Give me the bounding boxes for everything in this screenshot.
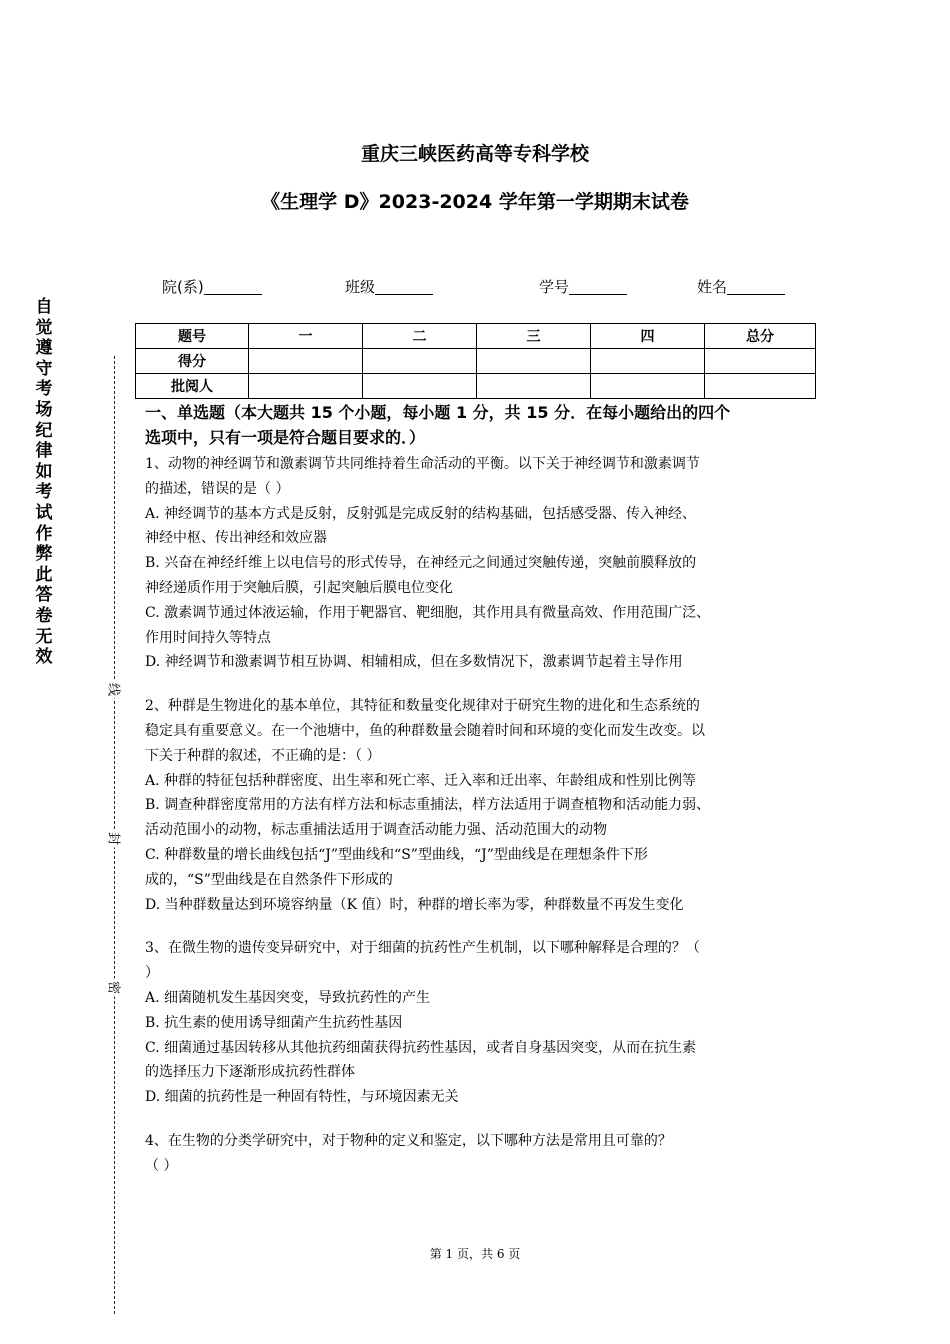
page-number: 第 1 页，共 6 页 (429, 1247, 521, 1261)
warning-char: 纪 (35, 420, 53, 441)
class-field (345, 276, 433, 297)
option-c-cont: 成的，“S”型曲线是在自然条件下形成的 (145, 871, 393, 888)
class-label: 班级 (345, 278, 376, 296)
option-a-cont: 神经中枢、传出神经和效应器 (145, 530, 327, 547)
warning-char: 效 (35, 647, 53, 668)
score-cell[interactable] (591, 349, 705, 374)
question-stem-line: ） (145, 965, 159, 982)
question-1 (145, 452, 817, 675)
score-cell: 一 (249, 324, 363, 349)
dept-field (162, 276, 262, 297)
score-table-grader-row (136, 374, 816, 399)
option-c[interactable]: C. 激素调节通过体液运输，作用于靶器官、靶细胞，其作用具有微量高效、作用范围广泛、 (145, 604, 711, 621)
score-cell[interactable] (705, 349, 816, 374)
exam-title: 《生理学 D》2023-2024 学年第一学期期末试卷 (261, 191, 689, 213)
question-stem-line: 3、在微生物的遗传变异研究中，对于细菌的抗药性产生机制，以下哪种解释是合理的？（ (145, 940, 700, 957)
section-heading-line: 选项中，只有一项是符合题目要求的．） (145, 428, 426, 447)
warning-char: 场 (35, 399, 53, 420)
option-d[interactable]: D. 细菌的抗药性是一种固有特性，与环境因素无关 (145, 1089, 459, 1106)
student-id-blank[interactable] (569, 278, 627, 295)
score-cell: 批阅人 (136, 374, 249, 399)
score-table-score-row (136, 349, 816, 374)
warning-char: 考 (35, 379, 53, 400)
exam-discipline-warning (34, 297, 54, 668)
warning-char: 自 (35, 297, 53, 317)
option-b[interactable]: B. 兴奋在神经纤维上以电信号的形式传导，在神经元之间通过突触传递，突触前膜释放的 (145, 555, 697, 572)
question-stem-line: 2、种群是生物进化的基本单位，其特征和数量变化规律对于研究生物的进化和生态系统的 (145, 698, 700, 715)
option-c-cont: 的选择压力下逐渐形成抗药性群体 (145, 1064, 355, 1081)
option-a[interactable]: A. 种群的特征包括种群密度、出生率和死亡率、迁入率和迁出率、年龄组成和性别比例等 (145, 772, 697, 789)
seal-char-seal: 封 (106, 830, 125, 848)
section-heading-line: 一、单选题（本大题共 15 个小题，每小题 1 分，共 15 分．在每小题给出的四个 (145, 403, 731, 422)
option-a[interactable]: A. 细菌随机发生基因突变，导致抗药性的产生 (145, 989, 431, 1006)
seal-char-line: 线 (106, 681, 125, 699)
score-cell: 三 (477, 324, 591, 349)
warning-char: 遵 (35, 338, 53, 359)
score-table (135, 323, 816, 399)
score-cell: 四 (591, 324, 705, 349)
warning-char: 守 (35, 358, 53, 379)
warning-char: 卷 (35, 605, 53, 626)
score-cell: 总分 (705, 324, 816, 349)
question-stem-line: 下关于种群的叙述，不正确的是：（ ） (145, 747, 381, 764)
question-4 (145, 1129, 817, 1179)
warning-char: 试 (35, 502, 53, 523)
question-3 (145, 936, 817, 1110)
score-cell[interactable] (249, 349, 363, 374)
question-content (145, 400, 817, 1198)
question-stem-line: 的描述，错误的是（ ） (145, 480, 290, 497)
question-stem-line: 1、动物的神经调节和激素调节共同维持着生命活动的平衡。以下关于神经调节和激素调节 (145, 456, 700, 472)
score-cell[interactable] (363, 374, 477, 399)
score-cell[interactable] (705, 374, 816, 399)
section-heading (145, 400, 817, 450)
warning-char: 律 (35, 441, 53, 462)
class-blank[interactable] (375, 278, 433, 295)
score-cell[interactable] (363, 349, 477, 374)
score-table-header-row (136, 324, 816, 349)
student-id-field (539, 276, 627, 297)
name-label: 姓名 (697, 278, 728, 296)
warning-char: 考 (35, 482, 53, 503)
warning-char: 答 (35, 585, 53, 606)
question-stem-line: 稳定具有重要意义。在一个池塘中，鱼的种群数量会随着时间和环境的变化而发生改变。以 (145, 722, 705, 739)
option-b-cont: 神经递质作用于突触后膜，引起突触后膜电位变化 (145, 579, 453, 596)
warning-char: 作 (35, 523, 53, 544)
score-cell[interactable] (591, 374, 705, 399)
student-id-label: 学号 (539, 278, 570, 296)
score-cell[interactable] (249, 374, 363, 399)
option-d[interactable]: D. 当种群数量达到环境容纳量（K 值）时，种群的增长率为零，种群数量不再发生变化 (145, 896, 684, 913)
option-b-cont: 活动范围小的动物，标志重捕法适用于调查活动能力强、活动范围大的动物 (145, 822, 607, 839)
warning-char: 如 (35, 461, 53, 482)
dept-label: 院(系) (162, 278, 204, 296)
warning-char: 此 (35, 564, 53, 585)
question-2 (145, 694, 817, 917)
warning-char: 无 (35, 626, 53, 647)
score-cell[interactable] (477, 349, 591, 374)
option-b[interactable]: B. 抗生素的使用诱导细菌产生抗药性基因 (145, 1014, 403, 1031)
option-c[interactable]: C. 种群数量的增长曲线包括“J”型曲线和“S”型曲线，“J”型曲线是在理想条件下形 (145, 846, 648, 863)
option-c[interactable]: C. 细菌通过基因转移从其他抗药细菌获得抗药性基因，或者自身基因突变，从而在抗生素 (145, 1039, 697, 1056)
option-d[interactable]: D. 神经调节和激素调节相互协调、相辅相成，但在多数情况下，激素调节起着主导作用 (145, 654, 683, 671)
dept-blank[interactable] (204, 278, 262, 295)
score-cell: 二 (363, 324, 477, 349)
warning-char: 弊 (35, 544, 53, 565)
name-field (697, 276, 785, 297)
option-a[interactable]: A. 神经调节的基本方式是反射，反射弧是完成反射的结构基础，包括感受器、传入神经、 (145, 505, 697, 522)
question-stem-line: 4、在生物的分类学研究中，对于物种的定义和鉴定，以下哪种方法是常用且可靠的？ (145, 1132, 672, 1149)
option-c-cont: 作用时间持久等特点 (145, 629, 271, 646)
warning-char: 觉 (35, 317, 53, 338)
school-name: 重庆三峡医药高等专科学校 (360, 143, 589, 165)
seal-char-secret: 密 (106, 979, 125, 997)
option-b[interactable]: B. 调查种群密度常用的方法有样方法和标志重捕法，样方法适用于调查植物和活动能力弱、 (145, 797, 711, 814)
score-cell: 得分 (136, 349, 249, 374)
score-cell: 题号 (136, 324, 249, 349)
score-cell[interactable] (477, 374, 591, 399)
name-blank[interactable] (727, 278, 785, 295)
question-stem-line: （ ） (145, 1157, 178, 1174)
